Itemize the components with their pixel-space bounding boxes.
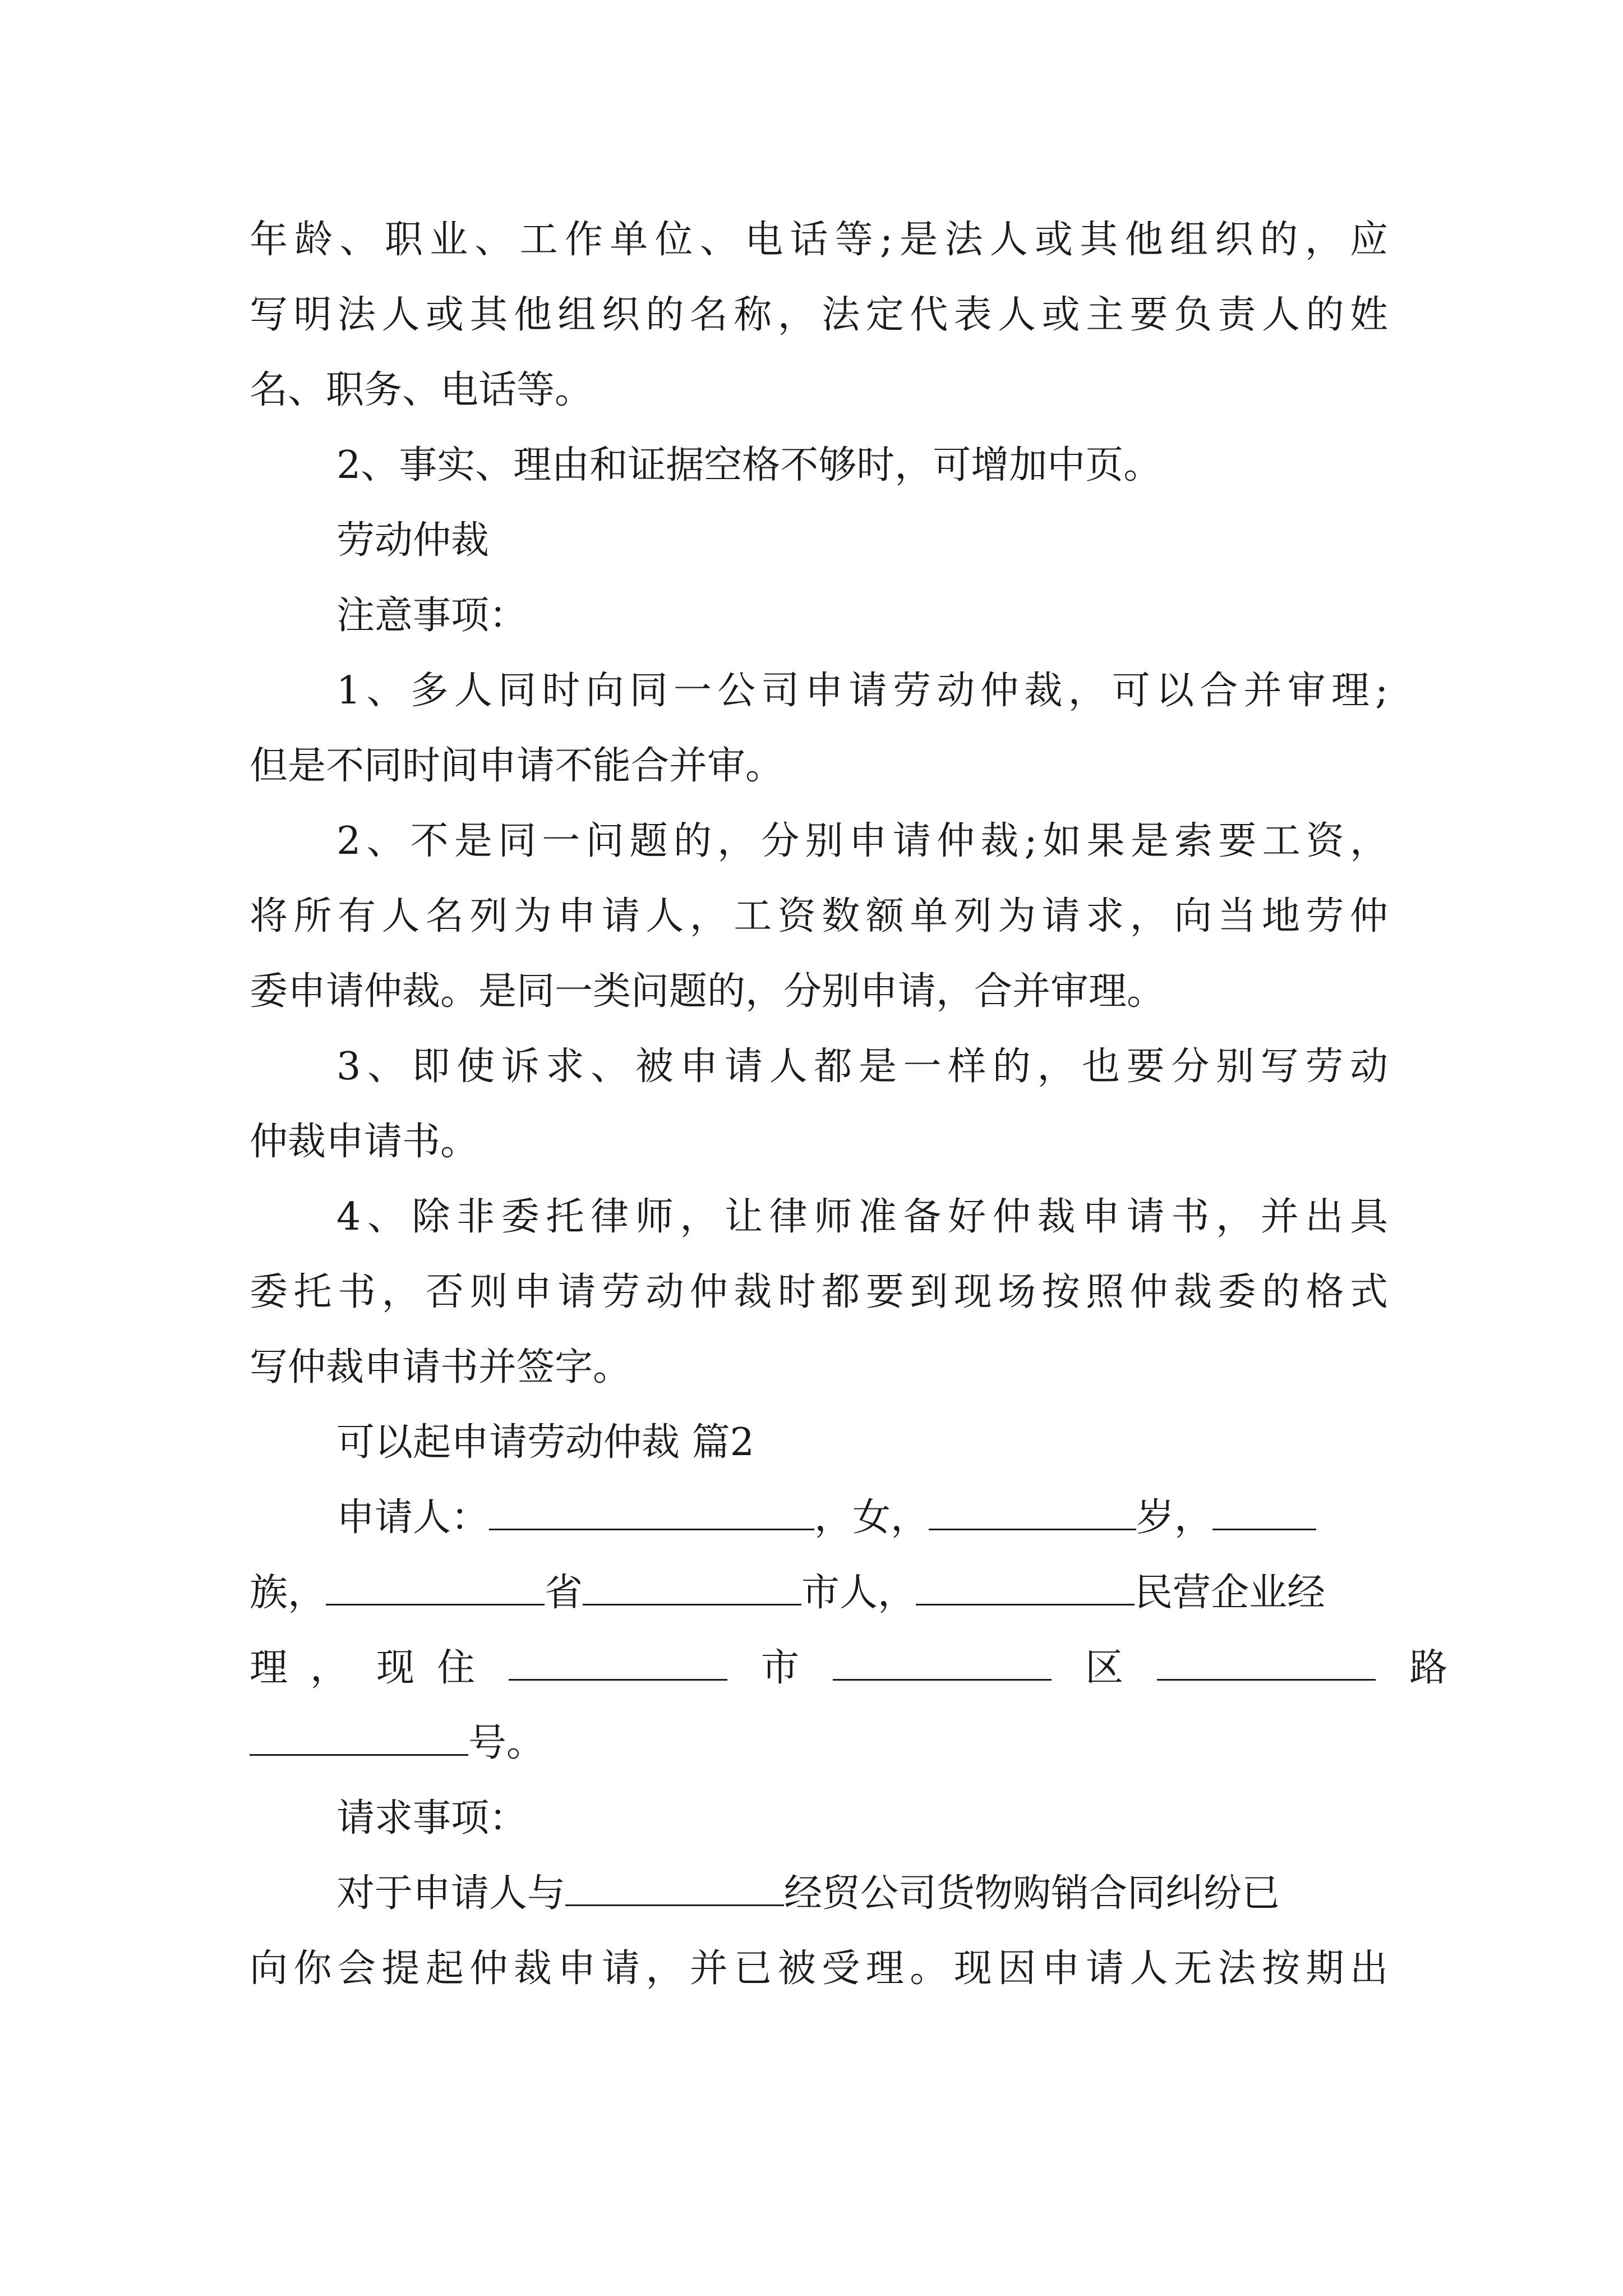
article-title: 可以起申请劳动仲裁 篇2: [336, 1420, 754, 1465]
blank-field[interactable]: [833, 1642, 1052, 1681]
blank-field[interactable]: [916, 1567, 1135, 1605]
blank-field[interactable]: [326, 1567, 545, 1605]
text-line: 写仲裁申请书并签字。: [250, 1345, 631, 1389]
text-line: 委托书，否则申请劳动仲裁时都要到现场按照仲裁委的格式: [250, 1270, 1388, 1314]
blank-field[interactable]: [565, 1867, 784, 1906]
text-line: 2、不是同一问题的，分别申请仲裁;如果是索要工资，: [336, 819, 1388, 863]
text-line: 向你会提起仲裁申请，并已被受理。现因申请人无法按期出: [250, 1947, 1388, 1991]
text-line: 但是不同时间申请不能合并审。: [250, 744, 784, 788]
text-line: 4、除非委托律师，让律师准备好仲裁申请书，并出具: [336, 1195, 1388, 1239]
text-line: 3、即使诉求、被申请人都是一样的，也要分别写劳动: [336, 1045, 1388, 1089]
form-label: 族，: [250, 1571, 326, 1615]
form-line: [250, 1640, 1447, 1696]
text-line: 2、事实、理由和证据空格不够时，可增加中页。: [336, 443, 1162, 487]
form-label: 经贸公司货物购销合同纠纷已: [784, 1871, 1280, 1916]
form-line: [336, 1490, 1388, 1546]
text-line: 委申请仲裁。是同一类问题的，分别申请，合并审理。: [250, 969, 1165, 1014]
blank-field[interactable]: [929, 1492, 1136, 1530]
form-label: 路: [1409, 1646, 1448, 1690]
blank-field[interactable]: [509, 1642, 727, 1681]
form-label: ，女，: [814, 1496, 929, 1540]
form-label: 号。: [468, 1721, 545, 1765]
blank-field[interactable]: [250, 1717, 468, 1756]
form-label: 申请人：: [336, 1496, 490, 1540]
text-line: 写明法人或其他组织的名称，法定代表人或主要负责人的姓: [250, 293, 1388, 337]
form-label: 理，: [250, 1646, 371, 1690]
form-label: 对于申请人与: [336, 1871, 566, 1916]
request-heading: 请求事项：: [336, 1796, 528, 1841]
section-heading: 劳动仲裁: [336, 518, 490, 563]
blank-field[interactable]: [489, 1492, 814, 1530]
form-line: [250, 1565, 1325, 1621]
text-line: 1、多人同时向同一公司申请劳动仲裁，可以合并审理;: [336, 669, 1388, 713]
form-label: 区: [1085, 1646, 1124, 1690]
text-line: 名、职务、电话等。: [250, 368, 593, 412]
text-line: 年龄、职业、工作单位、电话等;是法人或其他组织的，应: [250, 218, 1388, 262]
blank-field[interactable]: [1157, 1642, 1376, 1681]
text-line: 将所有人名列为申请人，工资数额单列为请求，向当地劳仲: [250, 894, 1388, 938]
form-line: [250, 1715, 545, 1772]
form-line: [336, 1866, 1388, 1922]
form-label: 省: [545, 1571, 583, 1615]
form-label: 市人，: [801, 1571, 916, 1615]
blank-field[interactable]: [1212, 1492, 1316, 1530]
notice-heading: 注意事项：: [336, 593, 528, 638]
text-line: 仲裁申请书。: [250, 1120, 479, 1164]
form-label: 市: [761, 1646, 800, 1690]
form-label: 现住: [376, 1646, 498, 1690]
form-label: 民营企业经: [1135, 1571, 1326, 1615]
form-label: 岁，: [1136, 1496, 1213, 1540]
blank-field[interactable]: [583, 1567, 801, 1605]
